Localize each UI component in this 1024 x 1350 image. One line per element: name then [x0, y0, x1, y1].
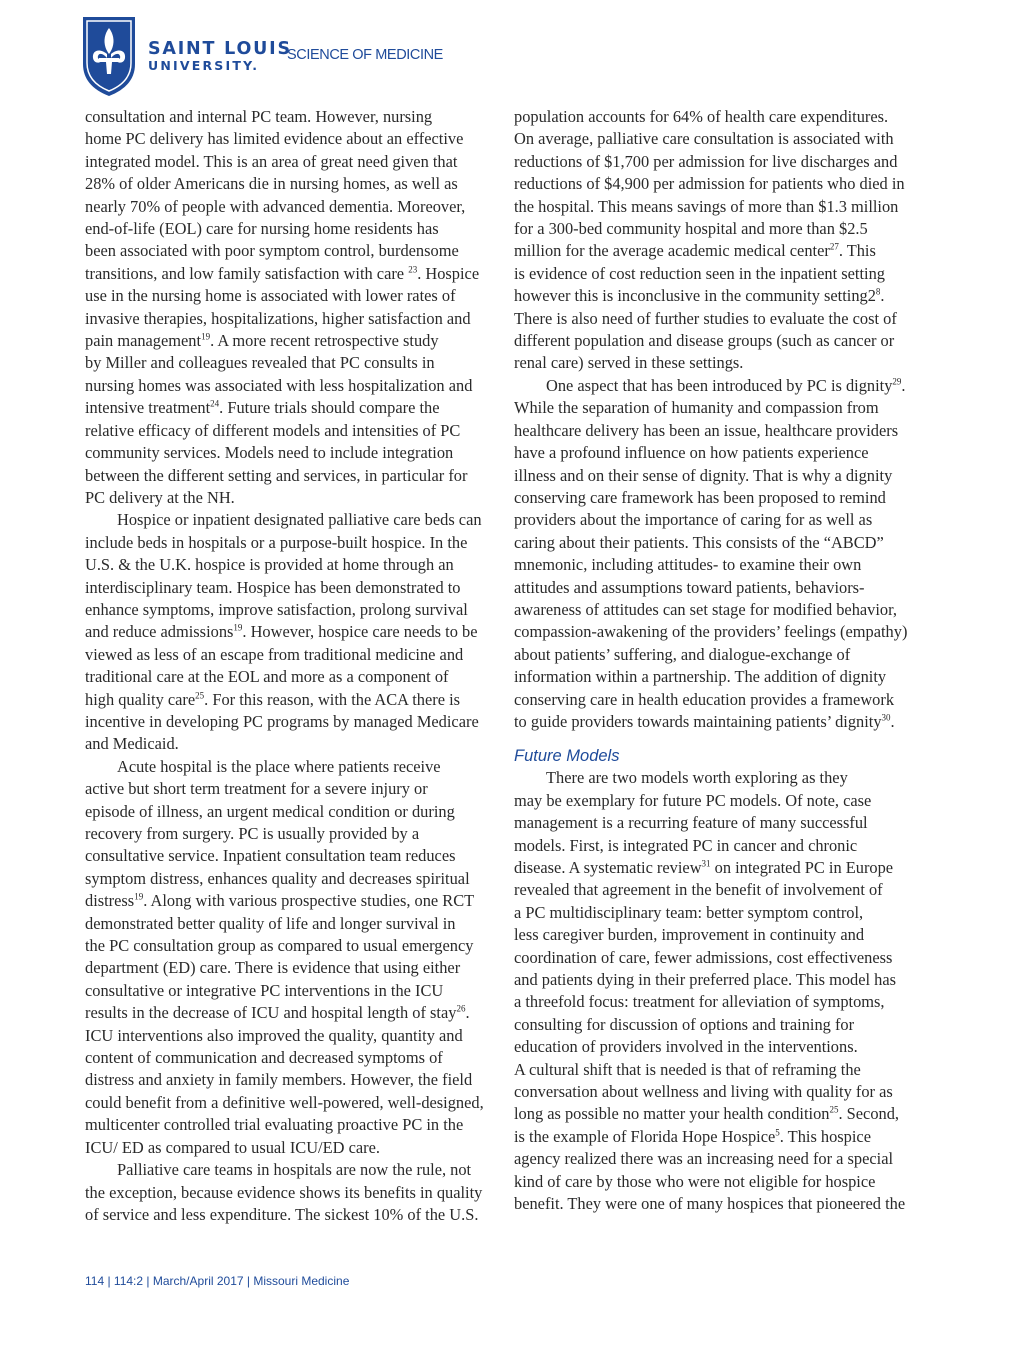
text-line — [514, 969, 926, 991]
text-line — [85, 644, 497, 666]
text-run: results in the decrease of ICU and hospital length of stay — [85, 1003, 457, 1023]
text-run: demonstrated better quality of life and longer survival in — [85, 913, 456, 933]
text-run: high quality care — [85, 689, 196, 709]
section-heading: Future Models — [514, 747, 620, 766]
text-line — [514, 532, 926, 554]
text-line — [514, 621, 926, 643]
text-run: intensive treatment — [85, 398, 211, 418]
text-run: consultation and internal PC team. However, nursing — [85, 107, 433, 126]
section-title: SCIENCE OF MEDICINE — [287, 47, 443, 63]
text-run: Palliative care teams in hospitals are now the rule, not — [117, 1160, 472, 1180]
text-line — [514, 196, 926, 218]
citation-superscript: 25 — [195, 690, 205, 701]
text-line — [514, 790, 926, 812]
text-run: enhance symptoms, improve satisfaction, prolong survival — [85, 599, 468, 619]
text-line — [85, 554, 497, 576]
citation-superscript: 19 — [201, 331, 211, 342]
text-run: and Medicaid. — [85, 734, 179, 754]
text-line — [85, 308, 497, 330]
text-run: . Hospice — [417, 263, 480, 283]
text-run: department (ED) care. There is evidence that using either — [85, 958, 461, 978]
text-line — [85, 465, 497, 487]
text-run: nursing homes was associated with less hospitalization and — [85, 375, 473, 395]
text-line — [85, 689, 497, 711]
text-line — [85, 778, 497, 800]
text-run: reductions of $1,700 per admission for live discharges and — [514, 151, 898, 171]
text-line — [85, 397, 497, 419]
text-run: by Miller and colleagues revealed that PC consults in — [85, 353, 435, 373]
text-line — [85, 733, 497, 755]
text-line — [514, 1014, 926, 1036]
text-run: nearly 70% of people with advanced dementia. Moreover, — [85, 196, 466, 216]
text-run: end-of-life (EOL) care for nursing home residents has — [85, 219, 439, 239]
text-line — [514, 285, 926, 307]
text-run: A cultural shift that is needed is that of reframing the — [514, 1059, 861, 1079]
text-line — [514, 812, 926, 834]
text-run: population accounts for 64% of health care expenditures. — [514, 107, 889, 126]
page-footer: 114 | 114:2 | March/April 2017 | Missouri Medicine — [85, 1274, 350, 1288]
text-line — [85, 756, 497, 778]
fleur-de-lis-shield-icon — [80, 14, 138, 98]
text-run: providers about the importance of caring for as well as — [514, 510, 873, 530]
text-run: While the separation of humanity and compassion from — [514, 398, 879, 418]
text-line — [85, 935, 497, 957]
citation-superscript: 5 — [775, 1127, 780, 1138]
text-run: recovery from surgery. PC is usually provided by a — [85, 824, 420, 843]
text-run: U.S. & the U.K. hospice is provided at home through an — [85, 555, 454, 575]
text-line — [514, 420, 926, 442]
citation-superscript: 23 — [408, 264, 418, 275]
text-run: revealed that agreement in the benefit of involvement of — [514, 880, 883, 900]
text-line — [514, 263, 926, 285]
text-run: healthcare delivery has been an issue, healthcare providers — [514, 420, 899, 440]
text-run: . — [901, 375, 906, 395]
text-run: reductions of $4,900 per admission for patients who died in — [514, 174, 905, 194]
text-run: home PC delivery has limited evidence about an effective — [85, 129, 464, 149]
text-line — [85, 240, 497, 262]
text-line — [514, 879, 926, 901]
text-run: active but short term treatment for a severe injury or — [85, 779, 428, 799]
text-line — [514, 375, 926, 397]
text-line — [514, 577, 926, 599]
text-run: consultative or integrative PC interventions in the ICU — [85, 980, 444, 1000]
text-run: mnemonic, including attitudes- to examine their own — [514, 555, 862, 575]
text-run: for a 300-bed community hospital and more than $2.5 — [514, 219, 868, 239]
text-run: conserving care in health education provides a framework — [514, 689, 895, 709]
text-run: about patients’ suffering, and dialogue-exchange of — [514, 644, 851, 664]
text-line — [85, 330, 497, 352]
text-line — [514, 442, 926, 464]
text-run: use in the nursing home is associated with lower rates of — [85, 286, 456, 306]
text-run: . — [890, 711, 895, 731]
text-run: a threefold focus: treatment for alleviation of symptoms, — [514, 992, 885, 1012]
citation-superscript: 26 — [456, 1003, 466, 1014]
text-line — [85, 352, 497, 374]
text-run: to guide providers towards maintaining patients’ dignity — [514, 711, 882, 731]
text-line — [514, 240, 926, 262]
text-run: There is also need of further studies to evaluate the cost of — [514, 308, 897, 328]
text-line — [85, 666, 497, 688]
text-run: models. First, is integrated PC in cancer and chronic — [514, 835, 858, 855]
text-line — [85, 1002, 497, 1024]
text-line — [514, 352, 926, 374]
text-run: consulting for discussion of options and training for — [514, 1014, 855, 1034]
citation-superscript: 8 — [875, 286, 881, 297]
text-line — [514, 1081, 926, 1103]
text-line — [85, 577, 497, 599]
text-run: less caregiver burden, improvement in continuity and — [514, 925, 865, 945]
text-line — [85, 711, 497, 733]
text-line — [85, 823, 497, 845]
text-run: may be exemplary for future PC models. Of note, case — [514, 790, 872, 810]
left-text-column — [85, 106, 497, 1226]
text-run: and patients dying in their preferred place. This model has — [514, 970, 897, 990]
text-line — [514, 1126, 926, 1148]
text-run: transitions, and low family satisfaction with care — [85, 263, 409, 283]
text-run: kind of care by those who were not eligible for hospice — [514, 1171, 876, 1191]
text-line — [85, 801, 497, 823]
text-run: awareness of attitudes can set stage for modified behavior, — [514, 599, 898, 619]
text-run: There are two models worth exploring as they — [546, 768, 848, 788]
text-line — [514, 554, 926, 576]
text-line — [514, 947, 926, 969]
text-run: benefit. They were one of many hospices that pioneered the — [514, 1194, 906, 1214]
text-run: on integrated PC in Europe — [710, 858, 894, 877]
text-run: community services. Models need to include integration — [85, 443, 454, 463]
text-run: . — [465, 1003, 470, 1023]
text-run: is evidence of cost reduction seen in the inpatient setting — [514, 263, 885, 283]
text-run: . This hospice — [779, 1126, 871, 1146]
text-line — [85, 173, 497, 195]
text-line — [514, 599, 926, 621]
text-run: Hospice or inpatient designated palliative care beds can — [117, 510, 482, 530]
text-run: have a profound influence on how patients experience — [514, 443, 869, 463]
text-run: renal care) served in these settings. — [514, 353, 744, 373]
text-line — [85, 980, 497, 1002]
text-line — [85, 1047, 497, 1069]
text-line — [85, 1137, 497, 1159]
text-line — [85, 957, 497, 979]
text-run: disease. A systematic review — [514, 858, 702, 877]
text-line — [514, 1171, 926, 1193]
text-line — [85, 442, 497, 464]
text-run: PC delivery at the NH. — [85, 487, 235, 507]
text-run: viewed as less of an escape from traditional medicine and — [85, 644, 464, 664]
citation-superscript: 29 — [892, 376, 902, 387]
text-run: pain management — [85, 331, 202, 351]
text-line — [85, 1025, 497, 1047]
citation-superscript: 24 — [210, 398, 220, 409]
text-run: between the different setting and services, in particular for — [85, 465, 468, 485]
text-run: a PC multidisciplinary team: better symptom control, — [514, 902, 864, 922]
text-run: coordination of care, fewer admissions, cost effectiveness — [514, 947, 893, 967]
text-line — [85, 151, 497, 173]
text-run: could benefit from a definitive well-powered, well-designed, — [85, 1092, 484, 1112]
text-line — [514, 1103, 926, 1125]
text-line — [85, 1114, 497, 1136]
text-line — [514, 397, 926, 419]
text-run: traditional care at the EOL and more as a component of — [85, 667, 449, 687]
text-run: different population and disease groups (such as cancer or — [514, 331, 895, 351]
text-line — [85, 487, 497, 509]
university-logo — [80, 14, 292, 98]
text-run: One aspect that has been introduced by PC is dignity — [546, 375, 893, 395]
text-line — [514, 218, 926, 240]
text-line — [514, 689, 926, 711]
text-line — [85, 599, 497, 621]
text-line — [514, 1193, 926, 1215]
text-line — [85, 420, 497, 442]
text-line — [85, 890, 497, 912]
right-text-column — [514, 106, 926, 1216]
text-run: been associated with poor symptom control, burdensome — [85, 241, 459, 261]
text-run: conversation about wellness and living with quality for as — [514, 1082, 893, 1102]
text-run: episode of illness, an urgent medical condition or during — [85, 801, 455, 821]
text-line — [514, 1036, 926, 1058]
text-run: the PC consultation group as compared to usual emergency — [85, 936, 474, 956]
text-line — [85, 128, 497, 150]
text-line — [85, 1204, 497, 1226]
citation-superscript: 31 — [701, 858, 711, 869]
text-run: compassion-awakening of the providers’ feelings (empathy) — [514, 622, 908, 642]
text-run: distress — [85, 891, 135, 911]
text-run: . Future trials should compare the — [219, 398, 440, 418]
text-line — [514, 151, 926, 173]
text-line — [514, 487, 926, 509]
text-line — [85, 509, 497, 531]
text-line — [85, 532, 497, 554]
text-line — [514, 1059, 926, 1081]
text-line — [514, 666, 926, 688]
citation-superscript: 25 — [829, 1105, 839, 1115]
text-line — [514, 465, 926, 487]
text-run: . However, hospice care needs to be — [242, 622, 478, 642]
text-run: is the example of Florida Hope Hospice — [514, 1126, 776, 1146]
text-line — [85, 1092, 497, 1114]
text-run: content of communication and decreased symptoms of — [85, 1048, 443, 1068]
text-run: long as possible no matter your health condition — [514, 1104, 830, 1124]
logo-text-line1: SAINT LOUIS — [148, 39, 292, 60]
text-line — [85, 196, 497, 218]
text-run: and reduce admissions — [85, 622, 234, 642]
text-line — [85, 218, 497, 240]
text-run: symptom distress, enhances quality and decreases spiritual — [85, 868, 470, 888]
text-run: conserving care framework has been proposed to remind — [514, 487, 886, 507]
text-line — [85, 913, 497, 935]
text-run: ICU/ ED as compared to usual ICU/ED care. — [85, 1137, 380, 1157]
text-run: information within a partnership. The addition of dignity — [514, 667, 887, 687]
citation-superscript: 19 — [233, 622, 243, 633]
text-line — [514, 991, 926, 1013]
text-line — [85, 263, 497, 285]
citation-superscript: 19 — [134, 891, 144, 902]
text-line — [85, 868, 497, 890]
text-run: invasive therapies, hospitalizations, higher satisfaction and — [85, 308, 471, 328]
text-line — [514, 330, 926, 352]
text-run: On average, palliative care consultation is associated with — [514, 129, 894, 149]
text-line — [85, 1159, 497, 1181]
text-run: caring about their patients. This consists of the “ABCD” — [514, 532, 884, 552]
citation-superscript: 30 — [881, 712, 891, 723]
text-line — [85, 1182, 497, 1204]
text-line — [514, 857, 926, 879]
text-line — [514, 1148, 926, 1170]
text-run: 28% of older Americans die in nursing homes, as well as — [85, 174, 458, 194]
text-run: illness and on their sense of dignity. That is why a dignity — [514, 465, 893, 485]
text-line — [85, 845, 497, 867]
text-line — [514, 308, 926, 330]
text-line — [514, 509, 926, 531]
text-run: however this is inconclusive in the community setting2 — [514, 286, 876, 306]
text-run: . Along with various prospective studies, one RCT — [143, 891, 475, 911]
text-run: multicenter controlled trial evaluating proactive PC in the — [85, 1115, 464, 1135]
text-run: the hospital. This means savings of more than $1.3 million — [514, 196, 899, 216]
text-run: agency realized there was an increasing need for a special — [514, 1149, 894, 1169]
text-line — [514, 173, 926, 195]
text-line — [85, 621, 497, 643]
text-line — [514, 767, 926, 789]
text-line — [85, 285, 497, 307]
text-line — [85, 375, 497, 397]
logo-text-line2: UNIVERSITY. — [148, 57, 260, 73]
text-line — [514, 128, 926, 150]
text-run: . For this reason, with the ACA there is — [204, 689, 460, 709]
text-run: include beds in hospitals or a purpose-built hospice. In the — [85, 532, 468, 552]
text-run: education of providers involved in the interventions. — [514, 1037, 858, 1057]
text-run: ICU interventions also improved the quality, quantity and — [85, 1025, 463, 1045]
text-line — [514, 711, 926, 733]
text-line — [85, 106, 497, 128]
text-run: million for the average academic medical center — [514, 241, 830, 261]
text-line — [514, 644, 926, 666]
text-run: interdisciplinary team. Hospice has been demonstrated to — [85, 577, 461, 597]
text-run: integrated model. This is an area of great need given that — [85, 151, 458, 171]
text-run: distress and anxiety in family members. However, the field — [85, 1070, 473, 1090]
text-run: . This — [838, 241, 876, 261]
text-run: relative efficacy of different models and intensities of PC — [85, 420, 461, 440]
text-run: of service and less expenditure. The sickest 10% of the U.S. — [85, 1204, 479, 1224]
text-run: the exception, because evidence shows its benefits in quality — [85, 1182, 483, 1202]
text-run: . — [880, 286, 885, 306]
text-line — [514, 835, 926, 857]
text-run: incentive in developing PC programs by managed Medicare — [85, 711, 479, 731]
text-line — [514, 106, 926, 128]
text-run: . Second, — [838, 1104, 900, 1124]
text-line — [514, 902, 926, 924]
text-line — [514, 924, 926, 946]
text-run: management is a recurring feature of many successful — [514, 813, 868, 833]
text-run: attitudes and assumptions toward patients, behaviors- — [514, 577, 865, 597]
citation-superscript: 27 — [829, 241, 839, 252]
text-line — [85, 1069, 497, 1091]
text-run: consultative service. Inpatient consultation team reduces — [85, 846, 456, 866]
text-run: . A more recent retrospective study — [210, 331, 439, 351]
text-run: Acute hospital is the place where patients receive — [117, 756, 441, 776]
